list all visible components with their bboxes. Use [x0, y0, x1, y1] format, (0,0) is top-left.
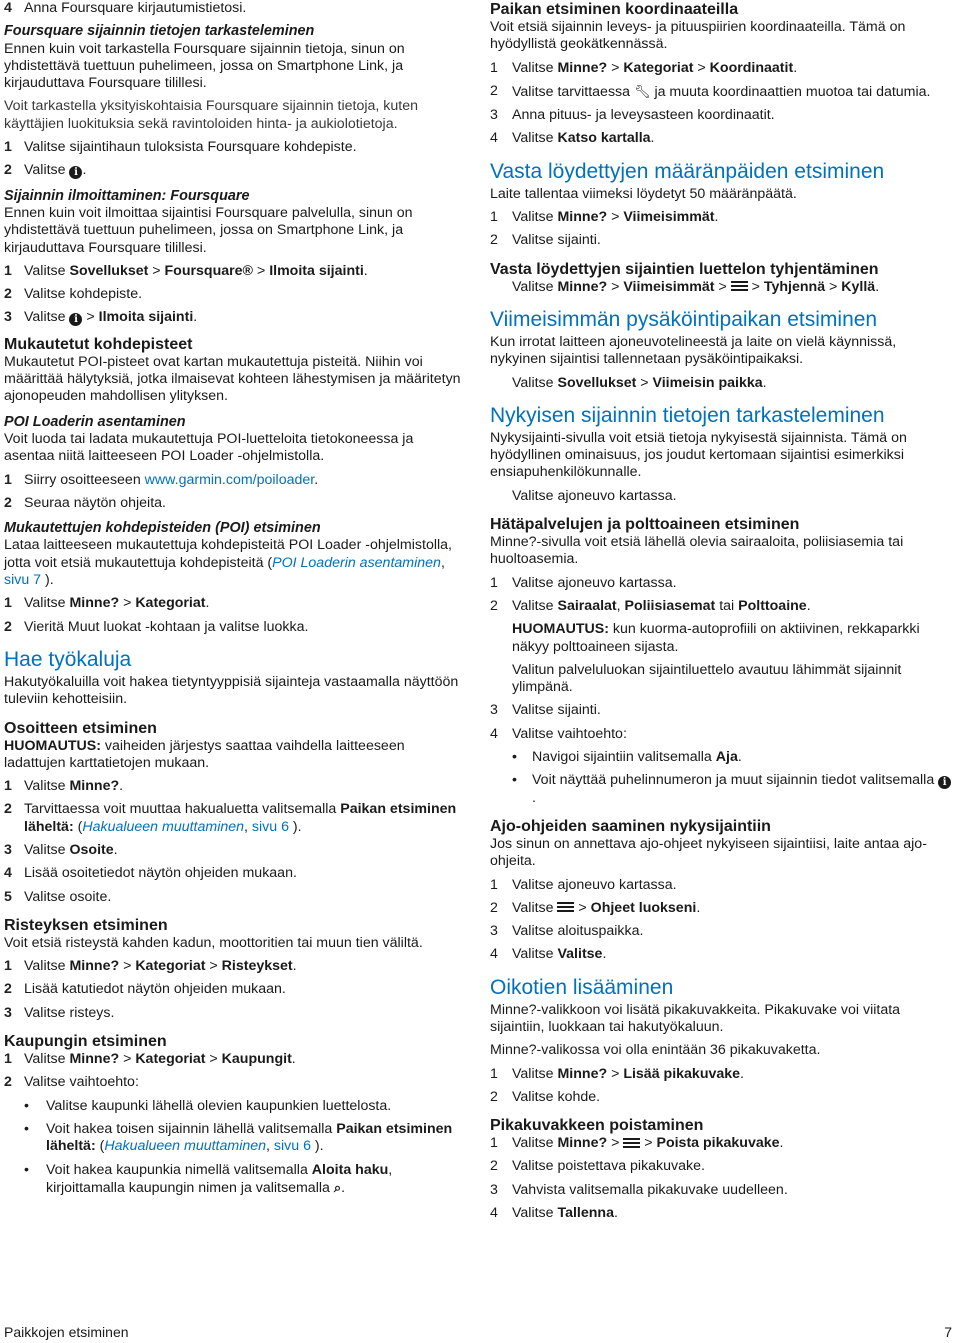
step: 4 Valitse Valitse.	[490, 946, 607, 963]
paragraph: Jos sinun on annettava ajo-ohjeet nykyiseen sijaintiisi, laite antaa ajo-ohjeita.	[490, 835, 927, 870]
section-heading: Osoitteen etsiminen	[4, 719, 157, 737]
step: 1 Valitse Minne? > Kategoriat > Koordinaatit.	[490, 59, 798, 76]
page-link[interactable]: sivu 6	[273, 1138, 311, 1155]
paragraph: Hakutyökaluilla voit hakea tietyntyyppisiä sijainteja vastaamalla näyttöön tuleviin kehotteisiin.	[4, 673, 459, 708]
paragraph: Valitun palveluluokan sijaintiluettelo avautuu lähimmät sijainnit ylimpänä.	[512, 661, 902, 696]
list-item: • Voit hakea kaupunkia nimellä valitsemalla Aloita haku, kirjoittamalla kaupungin nimen ja valitsemalla ⌕.	[4, 1162, 466, 1198]
paragraph: Voit luoda tai ladata mukautettuja POI-luetteloita tietokoneessa ja asentaa niitä laitteeseen POI Loader -ohjelmistolla.	[4, 430, 414, 465]
list-item: • Navigoi sijaintiin valitsemalla Aja.	[490, 749, 952, 766]
poi-loader-link[interactable]: POI Loaderin asentaminen	[272, 554, 441, 571]
paragraph: Valitse Minne? > Viimeisimmät > > Tyhjennä > Kyllä.	[512, 278, 880, 295]
step: 3 Valitse Osoite.	[4, 841, 118, 858]
step: 4 Valitse Katso kartalla.	[490, 130, 655, 147]
section-heading: Mukautetut kohdepisteet	[4, 335, 193, 353]
info-icon: i	[69, 313, 82, 326]
step: 2 Lisää katutiedot näytön ohjeiden mukaan.	[4, 981, 286, 998]
paragraph: HUOMAUTUS: vaiheiden järjestys saattaa vaihdella laitteeseen ladattujen karttatietojen mukaan.	[4, 737, 405, 771]
step: 1 Valitse ajoneuvo kartassa.	[490, 876, 677, 893]
search-icon: ⌕	[333, 1179, 342, 1195]
paragraph: Minne?-sivulla voit etsiä lähellä olevia sairaaloita, poliisiasemia tai huoltoasemia.	[490, 534, 904, 568]
paragraph: Kun irrotat laitteen ajoneuvotelineestä ja laite on vielä käynnissä, nykyinen sijaintisi tallennetaan pysäköintipaikaksi.	[490, 333, 897, 368]
footer-section-title: Paikkojen etsiminen	[4, 1324, 129, 1340]
paragraph: Laite tallentaa viimeksi löydetyt 50 määränpäätä.	[490, 185, 797, 202]
menu-icon	[623, 1136, 640, 1149]
step: 3 Valitse i > Ilmoita sijainti.	[4, 309, 198, 326]
step: 3 Valitse risteys.	[4, 1004, 115, 1021]
paragraph: Valitse Sovellukset > Viimeisin paikka.	[512, 374, 767, 391]
paragraph: Minne?-valikkoon voi lisätä pikakuvakkeita. Pikakuvake voi viitata sijaintiin, luokkaan tai hakutyökaluun.	[490, 1001, 901, 1035]
list-item: • Voit hakea toisen sijainnin lähellä valitsemalla Paikan etsiminen läheltä: (Hakualueen muuttaminen, sivu 6 ).	[4, 1121, 466, 1156]
step: 3 Valitse aloituspaikka.	[490, 923, 644, 940]
garmin-link[interactable]: www.garmin.com/poiloader	[144, 471, 315, 488]
section-heading: Sijainnin ilmoittaminen: Foursquare	[4, 187, 250, 204]
step: 2 Seuraa näytön ohjeita.	[4, 494, 166, 511]
info-icon: i	[938, 776, 951, 789]
step: 4 Valitse Tallenna.	[490, 1205, 618, 1222]
step: 1 Valitse sijaintihaun tuloksista Foursquare kohdepiste.	[4, 139, 357, 156]
step: 4 Valitse vaihtoehto:	[490, 725, 627, 742]
step: 2 Valitse kohde.	[490, 1088, 601, 1105]
step: 1 Valitse Minne? > Viimeisimmät.	[490, 209, 719, 226]
step: 2 Tarvittaessa voit muuttaa hakualuetta valitsemalla Paikan etsiminen läheltä: (Hakualueen muuttaminen, sivu 6 ).	[4, 801, 457, 835]
step: 2 Valitse Sairaalat, Poliisiasemat tai Polttoaine.	[490, 597, 811, 614]
paragraph: Voit etsiä sijainnin leveys- ja pituuspiirien koordinaateilla. Tämä on hyödyllistä geokätkennässä.	[490, 19, 906, 53]
step: 1 Valitse Minne? > Kategoriat.	[4, 595, 210, 612]
chapter-heading: Oikotien lisääminen	[490, 975, 674, 999]
step: 2 Valitse > Ohjeet luokseni.	[490, 899, 701, 916]
step: 3 Valitse sijainti.	[490, 702, 601, 719]
paragraph: Voit etsiä risteystä kahden kadun, moottoritien tai muun tien väliltä.	[4, 934, 423, 951]
paragraph: Ennen kuin voit tarkastella Foursquare sijainnin tietoja, sinun on yhdistettävä tuettuun puhelimeen, jossa on Smartphone Link, ja kirjauduttava Foursquare tilillesi.	[4, 40, 405, 92]
step: 1 Valitse Minne? > > Poista pikakuvake.	[490, 1135, 784, 1152]
section-heading: Kaupungin etsiminen	[4, 1033, 167, 1051]
paragraph: Minne?-valikossa voi olla enintään 36 pikakuvaketta.	[490, 1042, 821, 1059]
section-heading: POI Loaderin asentaminen	[4, 413, 186, 430]
paragraph: Nykysijainti-sivulla voit etsiä tietoja nykyisestä sijainnista. Tämä on hyödyllinen ominaisuus, jos joudut kertomaan sijaintisi esimerkiksi ensiapuhenkilökunnalle.	[490, 429, 907, 481]
list-item: • Voit näyttää puhelinnumeron ja muut sijainnin tiedot valitsemalla i.	[490, 772, 952, 807]
paragraph: Valitse ajoneuvo kartassa.	[512, 487, 677, 504]
page-number: 7	[944, 1324, 952, 1340]
search-area-link[interactable]: Hakualueen muuttaminen	[82, 818, 245, 835]
note: HUOMAUTUS: kun kuorma-autoprofiili on aktiivinen, rekkaparkki näkyy polttoaineen sijasta.	[512, 621, 920, 655]
chapter-heading: Viimeisimmän pysäköintipaikan etsiminen	[490, 307, 878, 331]
step: 1 Valitse Minne? > Lisää pikakuvake.	[490, 1065, 744, 1082]
section-heading: Ajo-ohjeiden saaminen nykysijaintiin	[490, 817, 771, 835]
step: 1 Valitse Minne? > Kategoriat > Risteykset.	[4, 958, 297, 975]
paragraph: Voit tarkastella yksityiskohtaisia Foursquare sijainnin tietoja, kuten käyttäjien luokituksia sekä ravintoloiden hinta- ja aukiolotietoja.	[4, 98, 419, 132]
section-heading: Vasta löydettyjen sijaintien luettelon tyhjentäminen	[490, 260, 879, 278]
section-heading: Risteyksen etsiminen	[4, 916, 168, 934]
step: 1 Valitse ajoneuvo kartassa.	[490, 574, 677, 591]
section-heading: Hätäpalvelujen ja polttoaineen etsiminen	[490, 516, 800, 534]
chapter-heading: Nykyisen sijainnin tietojen tarkasteleminen	[490, 403, 885, 427]
left-column	[4, 0, 466, 1203]
info-icon: i	[69, 166, 82, 179]
step: 2 Valitse poistettava pikakuvake.	[490, 1158, 705, 1175]
paragraph: Lataa laitteeseen mukautettuja kohdepisteitä POI Loader -ohjelmistolla, jotta voit etsiä mukautettuja kohdepisteitä (POI Loaderin asentaminen, sivu 7 ).	[4, 537, 452, 589]
step: 2 Valitse sijainti.	[490, 232, 601, 249]
step: 3 Anna pituus- ja leveysasteen koordinaatit.	[490, 107, 775, 124]
wrench-icon: 🔧︎	[633, 83, 651, 99]
list-item: • Valitse kaupunki lähellä olevien kaupunkien luettelosta.	[4, 1098, 466, 1115]
page-link[interactable]: sivu 7	[4, 572, 42, 589]
step: 2 Valitse kohdepiste.	[4, 286, 143, 303]
step: 2 Valitse tarvittaessa 🔧︎ ja muuta koordinaattien muotoa tai datumia.	[490, 82, 931, 100]
menu-icon	[557, 901, 574, 914]
step: 2 Vieritä Muut luokat -kohtaan ja valitse luokka.	[4, 618, 309, 635]
section-heading: Pikakuvakkeen poistaminen	[490, 1117, 704, 1135]
step: 2 Valitse i .	[4, 162, 87, 179]
chapter-heading: Vasta löydettyjen määränpäiden etsiminen	[490, 159, 885, 183]
search-area-link[interactable]: Hakualueen muuttaminen	[104, 1138, 267, 1155]
step: 1 Siirry osoitteeseen www.garmin.com/poiloader.	[4, 471, 319, 488]
section-heading: Paikan etsiminen koordinaateilla	[490, 1, 739, 18]
step: 4 Lisää osoitetiedot näytön ohjeiden mukaan.	[4, 865, 297, 882]
paragraph: Mukautetut POI-pisteet ovat kartan mukautettuja pisteitä. Niihin voi määrittää hälytyksiä, jotka ilmaisevat kohteen lähestymisen ja määritetyn ajonopeuden mahdollisen ylityksen.	[4, 353, 461, 405]
step: 5 Valitse osoite.	[4, 888, 112, 905]
right-column	[490, 0, 952, 1228]
step: 3 Vahvista valitsemalla pikakuvake uudelleen.	[490, 1181, 788, 1198]
step: 4 Anna Foursquare kirjautumistietosi.	[4, 0, 247, 16]
step: 1 Valitse Sovellukset > Foursquare® > Ilmoita sijainti.	[4, 262, 368, 279]
step: 1 Valitse Minne? > Kategoriat > Kaupungit.	[4, 1051, 296, 1068]
section-heading: Foursquare sijainnin tietojen tarkasteleminen	[4, 23, 315, 40]
page-link[interactable]: sivu 6	[251, 818, 289, 835]
chapter-heading: Hae työkaluja	[4, 647, 132, 671]
paragraph: Ennen kuin voit ilmoittaa sijaintisi Foursquare palvelulla, sinun on yhdistettävä tuettuun puhelimeen, jossa on Smartphone Link, ja kirjauduttava Foursquare tilillesi.	[4, 204, 413, 256]
menu-icon	[731, 280, 748, 293]
section-heading: Mukautettujen kohdepisteiden (POI) etsiminen	[4, 520, 321, 537]
step: 2 Valitse vaihtoehto:	[4, 1074, 139, 1091]
step: 1 Valitse Minne?.	[4, 778, 124, 795]
